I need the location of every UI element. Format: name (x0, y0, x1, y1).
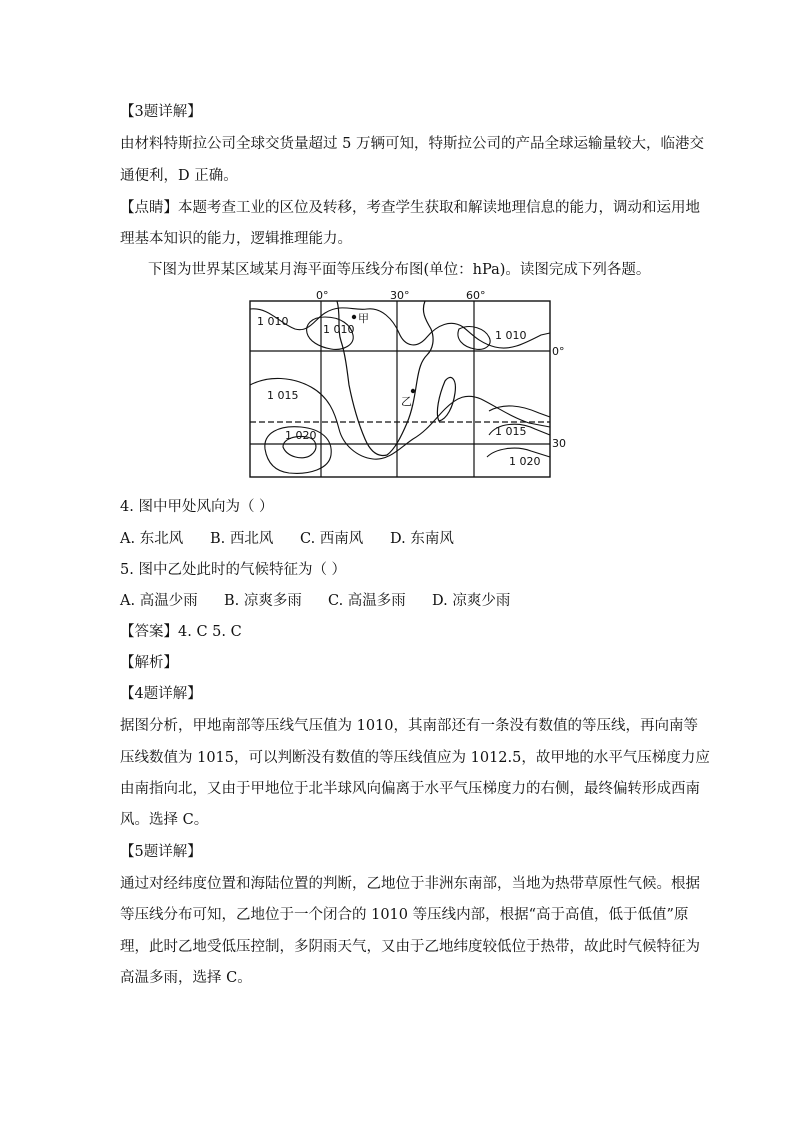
comment-line-1: 【点睛】本题考查工业的区位及转移，考查学生获取和解读地理信息的能力，调动和运用地 (120, 200, 700, 216)
q5-line-4: 高温多雨，选择 C。 (120, 970, 252, 986)
q4-heading: 【4题详解】 (120, 686, 202, 702)
q5-line-2: 等压线分布可知，乙地位于一个闭合的 1010 等压线内部，根据“高于高值，低于低值”原 (120, 907, 689, 923)
q5-option-b[interactable]: B. 凉爽多雨 (224, 593, 302, 609)
question-5-stem: 5. 图中乙处此时的气候特征为（ ） (120, 562, 347, 578)
latitude-label-0: 0° (552, 345, 565, 358)
analysis-heading: 【解析】 (120, 655, 178, 671)
longitude-label-60: 60° (466, 289, 486, 302)
isobar-map (249, 289, 566, 481)
isobar-label-1010-west: 1 010 (257, 315, 289, 328)
isobar-label-1010-center: 1 010 (323, 323, 355, 336)
point-label-jia: 甲 (358, 312, 369, 325)
q4-option-b[interactable]: B. 西北风 (210, 531, 274, 547)
q5-line-1: 通过对经纬度位置和海陆位置的判断，乙地位于非洲东南部，当地为热带草原性气候。根据 (120, 876, 700, 892)
isobar-label-1015-east: 1 015 (495, 425, 527, 438)
point-jia-marker (352, 315, 356, 319)
q4-line-3: 由南指向北，又由于甲地位于北半球风向偏离于水平气压梯度力的右侧，最终偏转形成西南 (120, 781, 700, 797)
q3-explanation-line-1: 由材料特斯拉公司全球交货量超过 5 万辆可知，特斯拉公司的产品全球运输量较大，临港交 (120, 136, 704, 152)
q5-line-3: 理，此时乙地受低压控制，多阴雨天气，又由于乙地纬度较低位于热带，故此时气候特征为 (120, 939, 700, 955)
answer-line: 【答案】4. C 5. C (120, 624, 242, 640)
q4-line-4: 风。选择 C。 (120, 812, 209, 828)
question-4-stem: 4. 图中甲处风向为（ ） (120, 499, 274, 515)
q4-option-d[interactable]: D. 东南风 (390, 531, 454, 547)
comment-line-2: 理基本知识的能力，逻辑推理能力。 (120, 231, 352, 247)
longitude-label-30: 30° (390, 289, 410, 302)
latitude-label-30: 30 (552, 437, 566, 450)
longitude-label-0: 0° (316, 289, 329, 302)
q4-option-c[interactable]: C. 西南风 (300, 531, 364, 547)
point-label-yi: 乙 (401, 395, 412, 408)
q3-explanation-line-2: 通便利，D 正确。 (120, 168, 238, 184)
q5-option-c[interactable]: C. 高温多雨 (328, 593, 406, 609)
isobar-label-1020-east: 1 020 (509, 455, 541, 468)
q4-line-1: 据图分析，甲地南部等压线气压值为 1010，其南部还有一条没有数值的等压线，再向南等 (120, 718, 699, 734)
isobar-label-1015-west: 1 015 (267, 389, 299, 402)
point-yi-marker (411, 389, 415, 393)
figure-intro: 下图为世界某区域某月海平面等压线分布图(单位：hPa)。读图完成下列各题。 (148, 262, 651, 278)
q3-heading: 【3题详解】 (120, 104, 202, 120)
q5-heading: 【5题详解】 (120, 844, 202, 860)
q5-option-a[interactable]: A. 高温少雨 (120, 593, 198, 609)
isobar-label-1010-east: 1 010 (495, 329, 527, 342)
q4-line-2: 压线数值为 1015，可以判断没有数值的等压线值应为 1012.5，故甲地的水平气压梯度力应 (120, 750, 710, 766)
q4-option-a[interactable]: A. 东北风 (120, 531, 184, 547)
isobar-label-1020-west: 1 020 (285, 429, 317, 442)
q5-option-d[interactable]: D. 凉爽少雨 (432, 593, 511, 609)
